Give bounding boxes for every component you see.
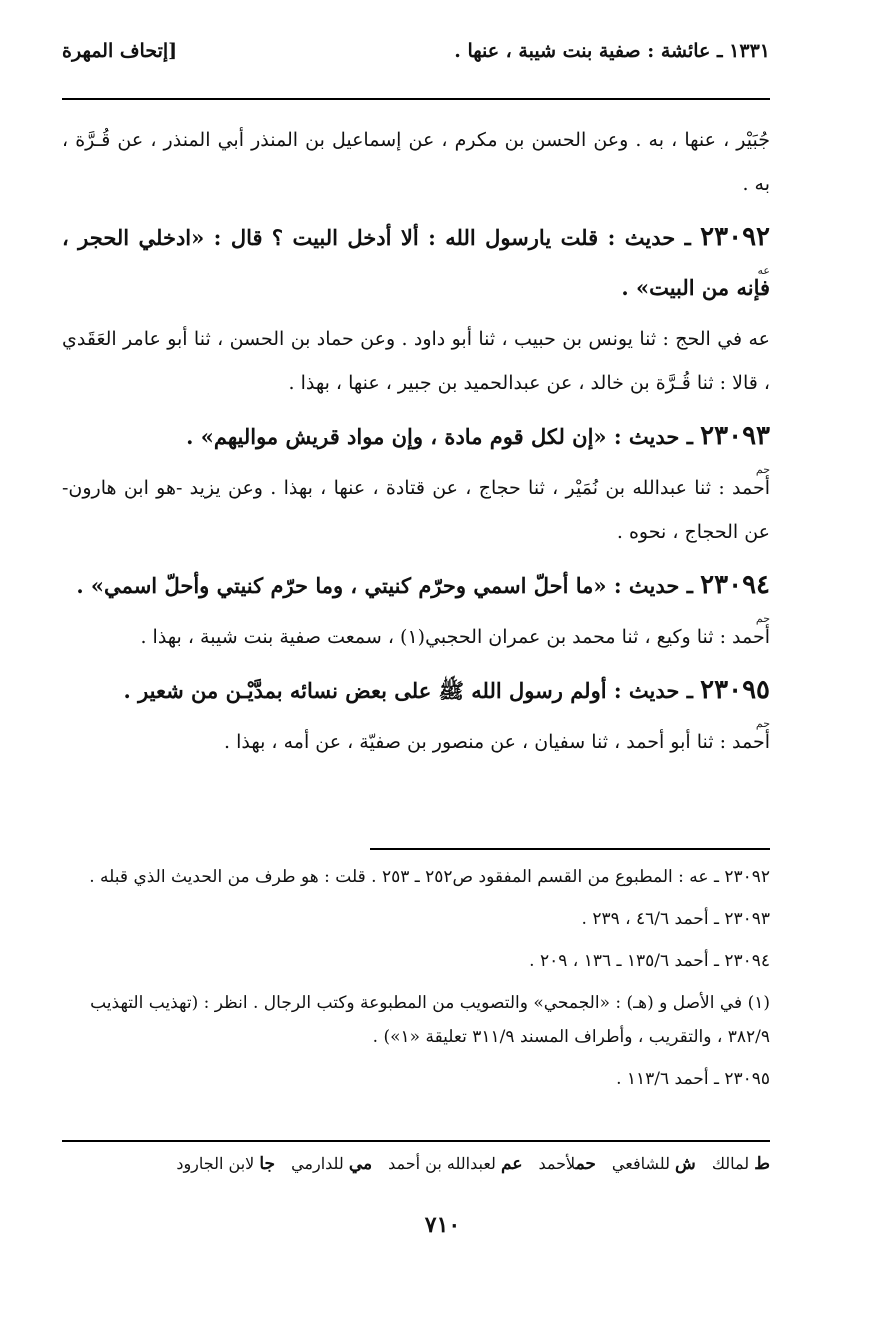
legend-label: للشافعي (611, 1154, 670, 1173)
legend-label: لأحمد (538, 1154, 576, 1173)
source-tag: حم (755, 463, 770, 476)
footnote: ٢٣٠٩٣ ـ أحمد ٤٦/٦ ، ٢٣٩ . (581, 909, 770, 929)
legend-code: حم (575, 1154, 596, 1174)
legend-label: لمالك (711, 1154, 750, 1173)
hadith-text: ـ حديث : أولم رسول الله ﷺ على بعض نسائه بمدَّيْـن من شعير . (123, 678, 693, 703)
hadith-23094 (62, 560, 770, 625)
hadith-number: ٢٣٠٩٤ (700, 570, 770, 600)
header-divider (62, 98, 770, 100)
hadith-number: ٢٣٠٩٥ (700, 675, 770, 705)
header-title: ١٣٣١ ـ عائشة : صفية بنت شيبة ، عنها . (454, 40, 770, 62)
legend-label: لعبدالله بن أحمد (388, 1154, 496, 1173)
footnotes (62, 860, 770, 1104)
hadith-23093 (62, 411, 770, 476)
hadith-number: ٢٣٠٩٣ (700, 421, 770, 451)
paragraph-4: أحمد : ثنا وكيع ، ثنا محمد بن عمران الحجبي(١) ، سمعت صفية بنت شيبة ، بهذا . (140, 626, 770, 648)
hadith-text: ـ حديث : «إن لكل قوم مادة ، وإن مواد قريش مواليهم» . (186, 424, 693, 449)
legend-divider (62, 1140, 770, 1142)
paragraph-1: جُبَيْر ، عنها ، به . وعن الحسن بن مكرم ، عن إسماعيل بن المنذر أبي المنذر ، عن قُـرَّة ، به . (62, 129, 770, 195)
paragraph-3: أحمد : ثنا عبدالله بن نُمَيْر ، ثنا حجاج ، عن قتادة ، عنها ، بهذا . وعن يزيد -هو ابن هارون- عن الحجاج ، نحوه . (62, 477, 770, 543)
footnote: (١) في الأصل و (هـ) : «الجمحي» والتصويب من المطبوعة وكتب الرجال . انظر : (تهذيب التهذيب ٣٨٢/٩ ، والتقريب ، وأطراف المسند ٣١١/٩ تعليقة «١») . (90, 993, 770, 1047)
legend-label: للدارمي (291, 1154, 344, 1173)
footnote: ٢٣٠٩٥ ـ أحمد ١١٣/٦ . (616, 1069, 770, 1089)
legend-item (712, 1154, 770, 1174)
hadith-23092 (62, 212, 770, 313)
paragraph-5: أحمد : ثنا أبو أحمد ، ثنا سفيان ، عن منصور بن صفيّة ، عن أمه ، بهذا . (224, 731, 770, 753)
footnote: ٢٣٠٩٤ ـ أحمد ١٣٥/٦ ـ ١٣٦ ، ٢٠٩ . (529, 951, 770, 971)
hadith-23095 (62, 665, 770, 730)
legend-label: لابن الجارود (176, 1154, 255, 1173)
legend-item (388, 1154, 522, 1174)
legend-item (538, 1154, 595, 1174)
footnote: ٢٣٠٩٢ ـ عه : المطبوع من القسم المفقود ص٢٥٢ ـ ٢٥٣ . قلت : هو طرف من الحديث الذي قبله . (89, 867, 770, 887)
hadith-number: ٢٣٠٩٢ (700, 222, 770, 252)
source-tag: حم (755, 717, 770, 730)
legend-code: جا (259, 1154, 276, 1174)
source-tag: عه (757, 264, 770, 277)
main-text (62, 118, 770, 770)
hadith-text: ـ حديث : «ما أحلّ اسمي وحرّم كنيتي ، وما حرّم كنيتي وأحلّ اسمي» . (76, 573, 693, 598)
page-header (62, 40, 770, 80)
legend-item (291, 1154, 372, 1174)
page-number: ٧١٠ (424, 1212, 461, 1238)
abbreviation-legend (62, 1154, 770, 1174)
footnote-divider (370, 848, 770, 850)
legend-code: مي (348, 1154, 373, 1174)
legend-item (176, 1154, 275, 1174)
legend-code: ط (754, 1154, 770, 1174)
legend-code: ش (675, 1154, 696, 1174)
header-book-title: [إتحاف المهرة (62, 40, 178, 62)
source-tag: حم (755, 612, 770, 625)
legend-item (612, 1154, 696, 1174)
paragraph-2: عه في الحج : ثنا يونس بن حبيب ، ثنا أبو داود . وعن حماد بن الحسن ، ثنا أبو عامر العَقَدي ، قالا : ثنا قُـرَّة بن خالد ، عن عبدالحميد بن جبير ، عنها ، بهذا . (62, 328, 770, 394)
legend-code: عم (501, 1154, 523, 1174)
hadith-text: ـ حديث : قلت يارسول الله : ألا أدخل البيت ؟ قال : «ادخلي الحجر ، فإنه من البيت» . (62, 225, 770, 300)
